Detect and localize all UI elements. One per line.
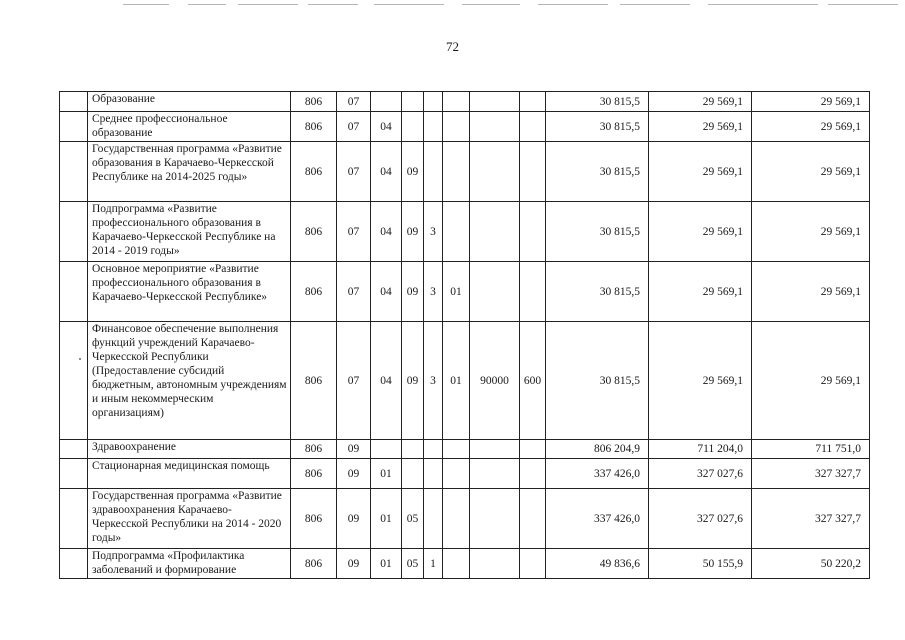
sum-1-cell: 49 836,6 (546, 549, 649, 579)
podrazdel-cell (371, 440, 402, 459)
vid-rashodov-cell (520, 112, 546, 142)
vedomstvo-cell: 806 (291, 549, 337, 579)
podrazdel-cell: 01 (371, 549, 402, 579)
sum-1-cell: 30 815,5 (546, 142, 649, 202)
row-name: Финансовое обеспечение выполнения функций учреждений Карачаево-Черкесской Республики (Предоставление субсидий бюджетным, автономным учреждениям и иным некоммерческим организациям) (88, 322, 291, 440)
sum-2-cell: 327 027,6 (649, 459, 752, 489)
vid-rashodov-cell (520, 489, 546, 549)
margin-cell (60, 489, 88, 549)
margin-cell (60, 322, 88, 440)
podrazdel-cell: 01 (371, 489, 402, 549)
sum-2-cell: 327 027,6 (649, 489, 752, 549)
razdel-cell: 07 (337, 322, 371, 440)
sum-2-cell: 29 569,1 (649, 262, 752, 322)
sum-3-cell: 29 569,1 (752, 112, 870, 142)
podprogramma-cell (424, 440, 443, 459)
scan-artifact-line (462, 4, 520, 5)
scan-artifact-line (308, 4, 358, 5)
table-row (60, 322, 870, 440)
podrazdel-cell: 04 (371, 322, 402, 440)
vedomstvo-cell: 806 (291, 459, 337, 489)
sum-2-cell: 29 569,1 (649, 202, 752, 262)
vid-rashodov-cell (520, 459, 546, 489)
row-name: Подпрограмма «Профилактика заболеваний и формирование (88, 549, 291, 579)
razdel-cell: 07 (337, 262, 371, 322)
razdel-cell: 09 (337, 549, 371, 579)
programma-cell (402, 459, 424, 489)
razdel-cell: 07 (337, 92, 371, 112)
vedomstvo-cell: 806 (291, 440, 337, 459)
podprogramma-cell: 3 (424, 262, 443, 322)
programma-cell (402, 440, 424, 459)
podrazdel-cell (371, 92, 402, 112)
margin-cell (60, 92, 88, 112)
napravlenie-cell (470, 142, 520, 202)
page-number: 72 (446, 39, 459, 54)
razdel-cell: 07 (337, 112, 371, 142)
sum-1-cell: 30 815,5 (546, 202, 649, 262)
sum-3-cell: 327 327,7 (752, 489, 870, 549)
meropriyatie-cell (443, 92, 470, 112)
podprogramma-cell (424, 489, 443, 549)
row-name: Государственная программа «Развитие здравоохранения Карачаево-Черкесской Республики на 2014 - 2020 годы» (88, 489, 291, 549)
podprogramma-cell (424, 142, 443, 202)
podrazdel-cell: 01 (371, 459, 402, 489)
table-row (60, 142, 870, 202)
sum-3-cell: 29 569,1 (752, 92, 870, 112)
scan-artifact-line (123, 4, 169, 5)
budget-table (59, 91, 870, 579)
scan-artifact-line (538, 4, 608, 5)
row-name: Государственная программа «Развитие образования в Карачаево-Черкесской Республике на 2014-2025 годы» (88, 142, 291, 202)
sum-1-cell: 30 815,5 (546, 322, 649, 440)
podprogramma-cell (424, 459, 443, 489)
napravlenie-cell (470, 459, 520, 489)
row-name: Образование (88, 92, 291, 112)
sum-2-cell: 50 155,9 (649, 549, 752, 579)
podrazdel-cell: 04 (371, 142, 402, 202)
sum-3-cell: 327 327,7 (752, 459, 870, 489)
row-name: Здравоохранение (88, 440, 291, 459)
table-row (60, 489, 870, 549)
scan-artifact-line (188, 4, 226, 5)
sum-3-cell: 50 220,2 (752, 549, 870, 579)
podrazdel-cell: 04 (371, 112, 402, 142)
sum-1-cell: 30 815,5 (546, 92, 649, 112)
margin-cell (60, 112, 88, 142)
napravlenie-cell (470, 112, 520, 142)
programma-cell: 05 (402, 549, 424, 579)
meropriyatie-cell (443, 112, 470, 142)
sum-1-cell: 337 426,0 (546, 459, 649, 489)
row-name: Среднее профессиональное образование (88, 112, 291, 142)
sum-3-cell: 29 569,1 (752, 262, 870, 322)
napravlenie-cell (470, 549, 520, 579)
razdel-cell: 07 (337, 142, 371, 202)
podprogramma-cell (424, 112, 443, 142)
podprogramma-cell: 1 (424, 549, 443, 579)
sum-1-cell: 337 426,0 (546, 489, 649, 549)
sum-3-cell: 711 751,0 (752, 440, 870, 459)
programma-cell (402, 112, 424, 142)
sum-3-cell: 29 569,1 (752, 202, 870, 262)
margin-cell (60, 262, 88, 322)
programma-cell: 05 (402, 489, 424, 549)
vid-rashodov-cell (520, 549, 546, 579)
vedomstvo-cell: 806 (291, 262, 337, 322)
sum-2-cell: 711 204,0 (649, 440, 752, 459)
razdel-cell: 09 (337, 459, 371, 489)
sum-2-cell: 29 569,1 (649, 142, 752, 202)
podprogramma-cell: 3 (424, 322, 443, 440)
meropriyatie-cell (443, 202, 470, 262)
programma-cell: 09 (402, 262, 424, 322)
scan-artifact-line (828, 4, 898, 5)
table-row (60, 112, 870, 142)
sum-2-cell: 29 569,1 (649, 112, 752, 142)
podprogramma-cell (424, 92, 443, 112)
vedomstvo-cell: 806 (291, 489, 337, 549)
table-row (60, 92, 870, 112)
table-row (60, 459, 870, 489)
margin-cell (60, 142, 88, 202)
sum-1-cell: 806 204,9 (546, 440, 649, 459)
scan-artifact-line (708, 4, 818, 5)
vedomstvo-cell: 806 (291, 322, 337, 440)
vid-rashodov-cell (520, 440, 546, 459)
vid-rashodov-cell (520, 262, 546, 322)
row-name: Подпрограмма «Развитие профессионального образования в Карачаево-Черкесской Республике на 2014 - 2019 годы» (88, 202, 291, 262)
napravlenie-cell (470, 489, 520, 549)
vid-rashodov-cell: 600 (520, 322, 546, 440)
vid-rashodov-cell (520, 92, 546, 112)
table-row (60, 549, 870, 579)
podprogramma-cell: 3 (424, 202, 443, 262)
napravlenie-cell (470, 262, 520, 322)
podrazdel-cell: 04 (371, 202, 402, 262)
row-name: Основное мероприятие «Развитие профессионального образования в Карачаево-Черкесской Республике» (88, 262, 291, 322)
napravlenie-cell: 90000 (470, 322, 520, 440)
sum-1-cell: 30 815,5 (546, 262, 649, 322)
vid-rashodov-cell (520, 202, 546, 262)
sum-1-cell: 30 815,5 (546, 112, 649, 142)
scan-artifact-line (620, 4, 690, 5)
programma-cell: 09 (402, 142, 424, 202)
table-row (60, 440, 870, 459)
meropriyatie-cell (443, 142, 470, 202)
vedomstvo-cell: 806 (291, 112, 337, 142)
sum-2-cell: 29 569,1 (649, 92, 752, 112)
meropriyatie-cell (443, 489, 470, 549)
scan-artifact-line (238, 4, 298, 5)
scan-artifact-line (374, 4, 444, 5)
margin-cell (60, 549, 88, 579)
meropriyatie-cell (443, 459, 470, 489)
programma-cell: 09 (402, 202, 424, 262)
napravlenie-cell (470, 202, 520, 262)
vid-rashodov-cell (520, 142, 546, 202)
meropriyatie-cell: 01 (443, 322, 470, 440)
podrazdel-cell: 04 (371, 262, 402, 322)
programma-cell: 09 (402, 322, 424, 440)
meropriyatie-cell: 01 (443, 262, 470, 322)
margin-cell (60, 459, 88, 489)
sum-2-cell: 29 569,1 (649, 322, 752, 440)
programma-cell (402, 92, 424, 112)
razdel-cell: 07 (337, 202, 371, 262)
sum-3-cell: 29 569,1 (752, 142, 870, 202)
sum-3-cell: 29 569,1 (752, 322, 870, 440)
napravlenie-cell (470, 440, 520, 459)
vedomstvo-cell: 806 (291, 202, 337, 262)
razdel-cell: 09 (337, 489, 371, 549)
table-row (60, 202, 870, 262)
meropriyatie-cell (443, 549, 470, 579)
vedomstvo-cell: 806 (291, 142, 337, 202)
razdel-cell: 09 (337, 440, 371, 459)
meropriyatie-cell (443, 440, 470, 459)
vedomstvo-cell: 806 (291, 92, 337, 112)
margin-cell (60, 440, 88, 459)
napravlenie-cell (470, 92, 520, 112)
table-row (60, 262, 870, 322)
row-name: Стационарная медицинская помощь (88, 459, 291, 489)
margin-cell (60, 202, 88, 262)
